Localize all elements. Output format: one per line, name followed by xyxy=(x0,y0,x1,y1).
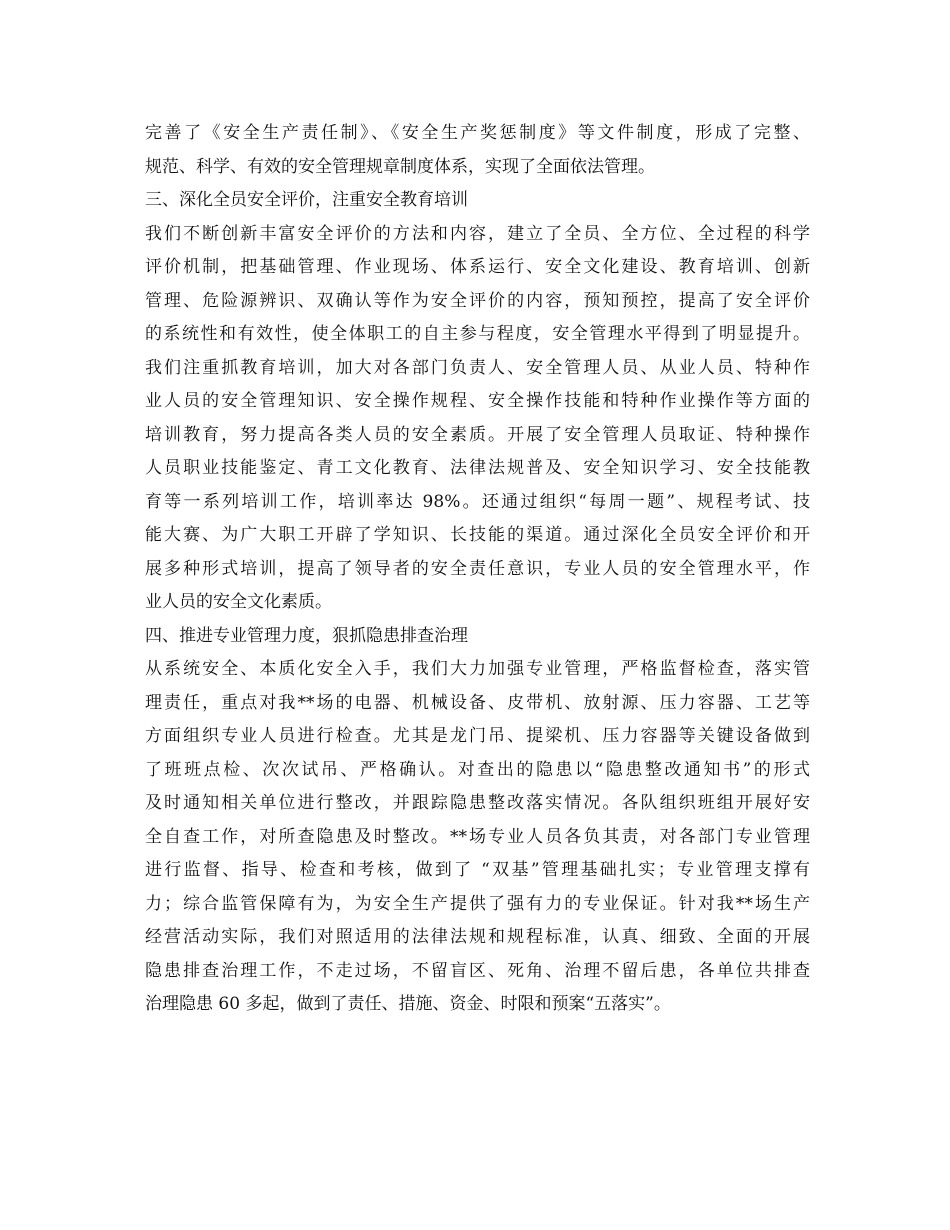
paragraph-line: 进行监督、指导、检查和考核，做到了 “双基”管理基础扎实；专业管理支撑有 xyxy=(145,860,810,880)
paragraph-line: 完善了《安全生产责任制》、《安全生产奖惩制度》等文件制度，形成了完整、 xyxy=(145,123,810,143)
paragraph-line: 方面组织专业人员进行检查。尤其是龙门吊、提梁机、压力容器等关键设备做到 xyxy=(145,726,810,746)
paragraph-line: 业人员的安全管理知识、安全操作规程、安全操作技能和特种作业操作等方面的 xyxy=(145,391,810,411)
paragraph-line: 能大赛、为广大职工开辟了学知识、长技能的渠道。通过深化全员安全评价和开 xyxy=(145,525,810,545)
paragraph-line: 我们注重抓教育培训，加大对各部门负责人、安全管理人员、从业人员、特种作 xyxy=(145,357,810,378)
paragraph-line: 治理隐患 60 多起，做到了责任、措施、资金、时限和预案“五落实”。 xyxy=(145,994,671,1014)
paragraph-line: 力；综合监管保障有为，为安全生产提供了强有力的专业保证。针对我**场生产 xyxy=(145,893,810,914)
paragraph-line: 经营活动实际，我们对照适用的法律法规和规程标准，认真、细致、全面的开展 xyxy=(145,927,810,947)
document-page xyxy=(145,117,810,1022)
paragraph-line: 了班班点检、次次试吊、严格确认。对查出的隐患以“隐患整改通知书”的形式 xyxy=(145,759,810,780)
paragraph-line: 人员职业技能鉴定、青工文化教育、法律法规普及、安全知识学习、安全技能教 xyxy=(145,458,810,478)
paragraph-line: 的系统性和有效性，使全体职工的自主参与程度，安全管理水平得到了明显提升。 xyxy=(145,324,810,344)
paragraph-line: 规范、科学、有效的安全管理规章制度体系，实现了全面依法管理。 xyxy=(145,156,655,177)
paragraph-line: 管理、危险源辨识、双确认等作为安全评价的内容，预知预控，提高了安全评价 xyxy=(145,290,810,311)
paragraph-line: 及时通知相关单位进行整改，并跟踪隐患整改落实情况。各队组织班组开展好安 xyxy=(145,793,810,813)
paragraph-line: 隐患排查治理工作，不走过场，不留盲区、死角、治理不留后患，各单位共排查 xyxy=(145,960,810,981)
paragraph-line: 育等一系列培训工作，培训率达 98%。还通过组织“每周一题”、规程考试、技 xyxy=(145,491,810,512)
paragraph-line: 业人员的安全文化素质。 xyxy=(145,592,332,612)
paragraph-line: 培训教育，努力提高各类人员的安全素质。开展了安全管理人员取证、特种操作 xyxy=(145,424,810,445)
paragraph-line: 展多种形式培训，提高了领导者的安全责任意识，专业人员的安全管理水平，作 xyxy=(145,558,810,579)
section-heading: 四、推进专业管理力度，狠抓隐患排查治理 xyxy=(145,625,468,646)
paragraph-line: 从系统安全、本质化安全入手，我们大力加强专业管理，严格监督检查，落实管 xyxy=(145,659,810,679)
paragraph-line: 理责任，重点对我**场的电器、机械设备、皮带机、放射源、压力容器、工艺等 xyxy=(145,692,810,713)
paragraph-line: 评价机制，把基础管理、作业现场、体系运行、安全文化建设、教育培训、创新 xyxy=(145,257,810,277)
paragraph-line: 全自查工作，对所查隐患及时整改。**场专业人员各负其责，对各部门专业管理 xyxy=(145,826,810,847)
paragraph-line: 我们不断创新丰富安全评价的方法和内容，建立了全员、全方位、全过程的科学 xyxy=(145,223,810,244)
section-heading: 三、深化全员安全评价，注重安全教育培训 xyxy=(145,190,468,210)
